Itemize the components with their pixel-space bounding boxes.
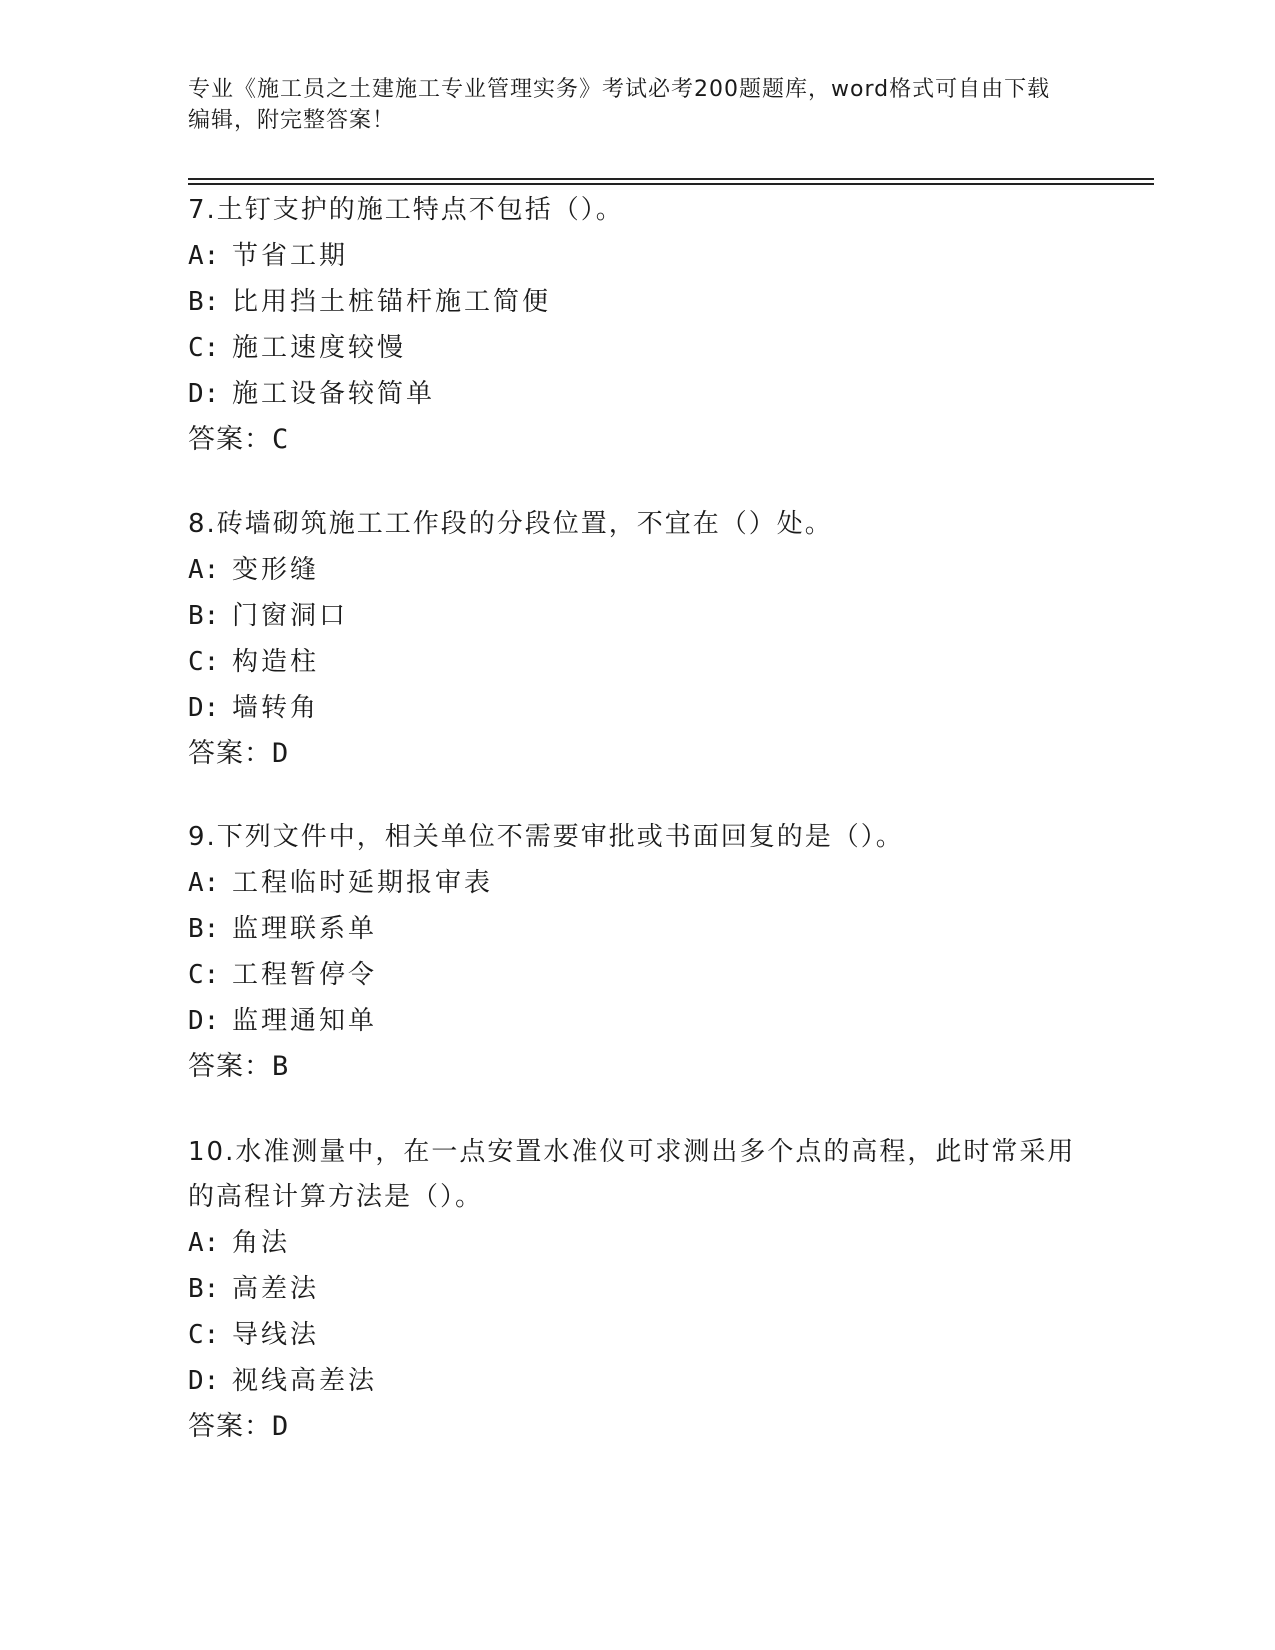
option-text: 门窗洞口 [232, 601, 349, 631]
option-text: 比用挡土桩锚杆施工简便 [232, 287, 552, 317]
answer-label: 答案： [188, 424, 272, 455]
answer-value: D [272, 738, 289, 769]
answer-value: B [272, 1051, 289, 1082]
option-text: 墙转角 [232, 693, 320, 723]
option-letter: B: [188, 287, 220, 317]
option-letter: D: [188, 1006, 220, 1036]
option-a [188, 547, 1088, 593]
option-c [188, 952, 1088, 998]
option-a [188, 233, 1088, 279]
option-text: 变形缝 [232, 555, 320, 585]
question-8 [188, 502, 1088, 777]
answer-value: D [272, 1411, 289, 1442]
document-header: 专业《施工员之土建施工专业管理实务》考试必考200题题库，word格式可自由下载编辑，附完整答案！ [188, 77, 1051, 133]
option-letter: A: [188, 241, 220, 271]
option-d [188, 685, 1088, 731]
option-letter: B: [188, 914, 220, 944]
option-text: 监理联系单 [232, 914, 378, 944]
option-text: 监理通知单 [232, 1006, 378, 1036]
option-text: 施工设备较简单 [232, 379, 436, 409]
option-letter: C: [188, 1320, 220, 1350]
question-10 [188, 1130, 1088, 1450]
question-stem: 7.土钉支护的施工特点不包括（）。 [188, 195, 624, 225]
question-7 [188, 188, 1088, 463]
option-text: 工程暂停令 [232, 960, 378, 990]
option-b [188, 279, 1088, 325]
option-letter: A: [188, 555, 220, 585]
option-c [188, 325, 1088, 371]
option-a [188, 860, 1088, 906]
header-divider-top [188, 178, 1154, 180]
question-stem: 8.砖墙砌筑施工工作段的分段位置，不宜在（）处。 [188, 509, 833, 539]
question-stem: 10.水准测量中，在一点安置水准仪可求测出多个点的高程，此时常采用的高程计算方法是（）。 [188, 1137, 1076, 1212]
option-letter: A: [188, 868, 220, 898]
answer-line [188, 1404, 1088, 1450]
option-letter: B: [188, 601, 220, 631]
option-b [188, 593, 1088, 639]
answer-value: C [272, 424, 289, 455]
answer-label: 答案： [188, 1051, 272, 1082]
question-9 [188, 815, 1088, 1090]
option-text: 施工速度较慢 [232, 333, 407, 363]
option-c [188, 639, 1088, 685]
option-letter: D: [188, 1366, 220, 1396]
option-b [188, 1266, 1088, 1312]
option-letter: C: [188, 333, 220, 363]
question-stem: 9.下列文件中，相关单位不需要审批或书面回复的是（）。 [188, 822, 904, 852]
option-text: 角法 [232, 1228, 291, 1258]
option-a [188, 1220, 1088, 1266]
option-text: 导线法 [232, 1320, 320, 1350]
answer-label: 答案： [188, 738, 272, 769]
option-text: 节省工期 [232, 241, 349, 271]
option-d [188, 998, 1088, 1044]
option-letter: C: [188, 960, 220, 990]
header-divider-bottom [188, 183, 1154, 185]
option-letter: A: [188, 1228, 220, 1258]
option-d [188, 371, 1088, 417]
option-letter: C: [188, 647, 220, 677]
option-letter: D: [188, 379, 220, 409]
option-text: 高差法 [232, 1274, 320, 1304]
option-d [188, 1358, 1088, 1404]
option-text: 视线高差法 [232, 1366, 378, 1396]
answer-line [188, 1044, 1088, 1090]
option-text: 工程临时延期报审表 [232, 868, 494, 898]
option-letter: D: [188, 693, 220, 723]
option-c [188, 1312, 1088, 1358]
option-b [188, 906, 1088, 952]
option-letter: B: [188, 1274, 220, 1304]
option-text: 构造柱 [232, 647, 320, 677]
answer-label: 答案： [188, 1411, 272, 1442]
answer-line [188, 731, 1088, 777]
answer-line [188, 417, 1088, 463]
